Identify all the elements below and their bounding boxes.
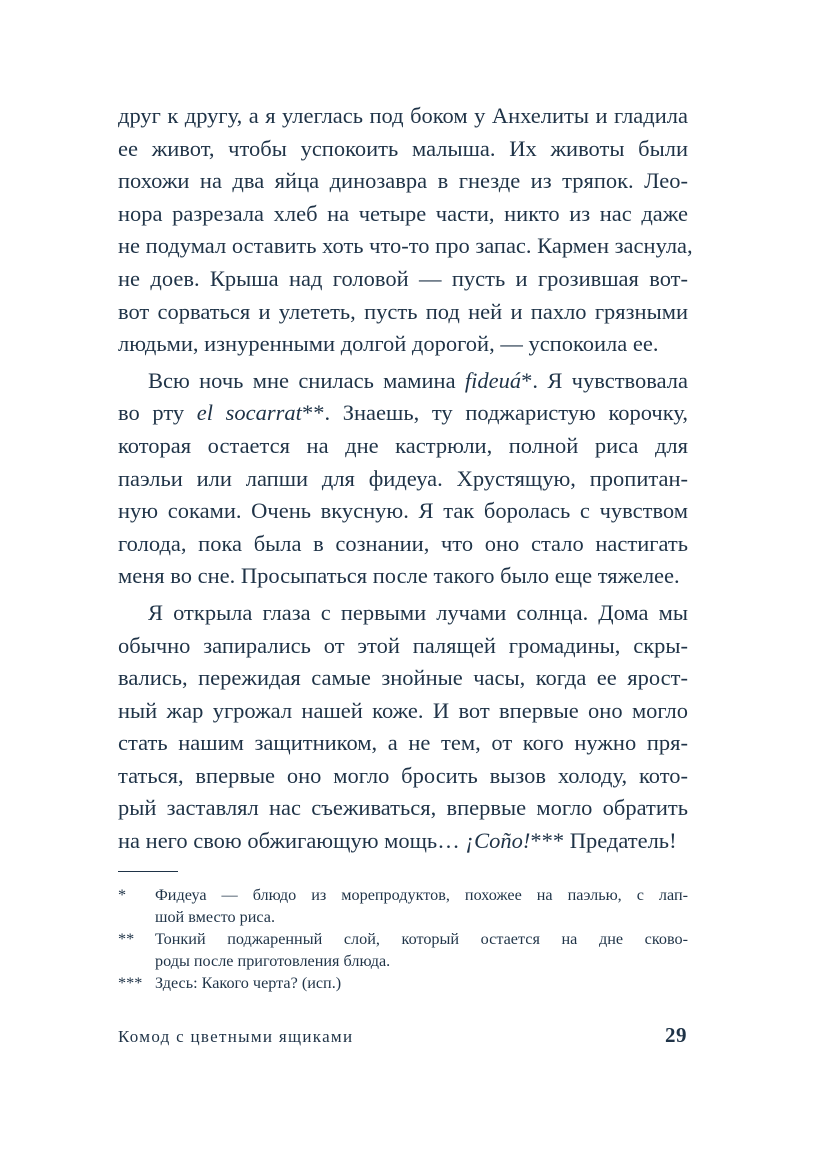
foreign-word: fideuá <box>464 367 522 393</box>
text-line: вот сорваться и улететь, пусть под ней и пахло грязными <box>118 298 688 324</box>
footnote <box>118 972 688 994</box>
text-line: не доев. Крыша над головой — пусть и грозившая вот- <box>118 265 688 291</box>
footnotes <box>118 884 688 994</box>
text-line: во рту el socarrat**. Знаешь, ту поджаристую корочку, <box>118 400 688 426</box>
text-line: обычно запирались от этой палящей громадины, скры- <box>118 632 688 658</box>
foreign-word: el socarrat <box>196 400 302 426</box>
footnote-line: Здесь: Какого черта? (исп.) <box>155 974 342 992</box>
paragraph <box>118 597 688 858</box>
text-line: которая остается на дне кастрюли, полной риса для <box>118 432 688 458</box>
text-line: меня во сне. Просыпаться после такого было еще тяжелее. <box>118 563 680 589</box>
text-line: таться, впервые оно могло бросить вызов холоду, кото- <box>118 762 688 788</box>
text-line: не подумал оставить хоть что-то про запас. Кармен заснула, <box>118 233 693 259</box>
text-line: стать нашим защитником, а не тем, от кого нужно пря- <box>118 730 688 756</box>
footnote-mark: * <box>118 886 127 904</box>
text-line: рый заставлял нас съеживаться, впервые могло обратить <box>118 795 688 821</box>
text-line: ее живот, чтобы успокоить малыша. Их животы были <box>118 135 688 161</box>
text-line: паэльи или лапши для фидеуа. Хрустящую, пропитан- <box>118 465 688 491</box>
running-title: Комод с цветными ящиками <box>118 1027 354 1046</box>
footnote <box>118 928 688 972</box>
paragraph <box>118 365 688 593</box>
footnote-line: Тонкий поджаренный слой, который остается на дне сково- <box>155 930 688 948</box>
page-number: 29 <box>665 1023 687 1047</box>
footnote-line: роды после приготовления блюда. <box>155 952 391 970</box>
footnote-mark: *** <box>118 974 143 992</box>
text-line: на него свою обжигающую мощь… ¡Coño!*** Предатель! <box>118 828 677 854</box>
text-line: вались, пережидая самые знойные часы, когда ее ярост- <box>118 665 688 691</box>
text-line: похожи на два яйца динозавра в гнезде из тряпок. Лео- <box>118 168 688 194</box>
main-text <box>118 100 693 858</box>
text-line: Всю ночь мне снилась мамина fideuá*. Я чувствовала <box>148 367 688 393</box>
text-line: друг к другу, а я улеглась под боком у Анхелиты и гладила <box>118 103 688 128</box>
footnote-line: Фидеуа — блюдо из морепродуктов, похожее на паэлью, с лап- <box>155 886 688 904</box>
text-line: ную соками. Очень вкусную. Я так боролась с чувством <box>118 498 688 524</box>
text-line: Я открыла глаза с первыми лучами солнца. Дома мы <box>148 599 688 625</box>
footnote <box>118 884 688 928</box>
footnote-mark: ** <box>118 930 135 948</box>
footnote-line: шой вместо риса. <box>155 908 276 926</box>
text-line: людьми, изнуренными долгой дорогой, — успокоила ее. <box>118 331 659 357</box>
footnote-separator <box>118 871 178 872</box>
text-line: ный жар угрожал нашей коже. И вот впервые оно могло <box>118 697 688 723</box>
paragraph <box>118 100 693 361</box>
foreign-word: ¡Coño! <box>465 828 531 854</box>
text-line: нора разрезала хлеб на четыре части, никто из нас даже <box>118 200 688 226</box>
text-line: голода, пока была в сознании, что оно стало настигать <box>118 530 688 556</box>
